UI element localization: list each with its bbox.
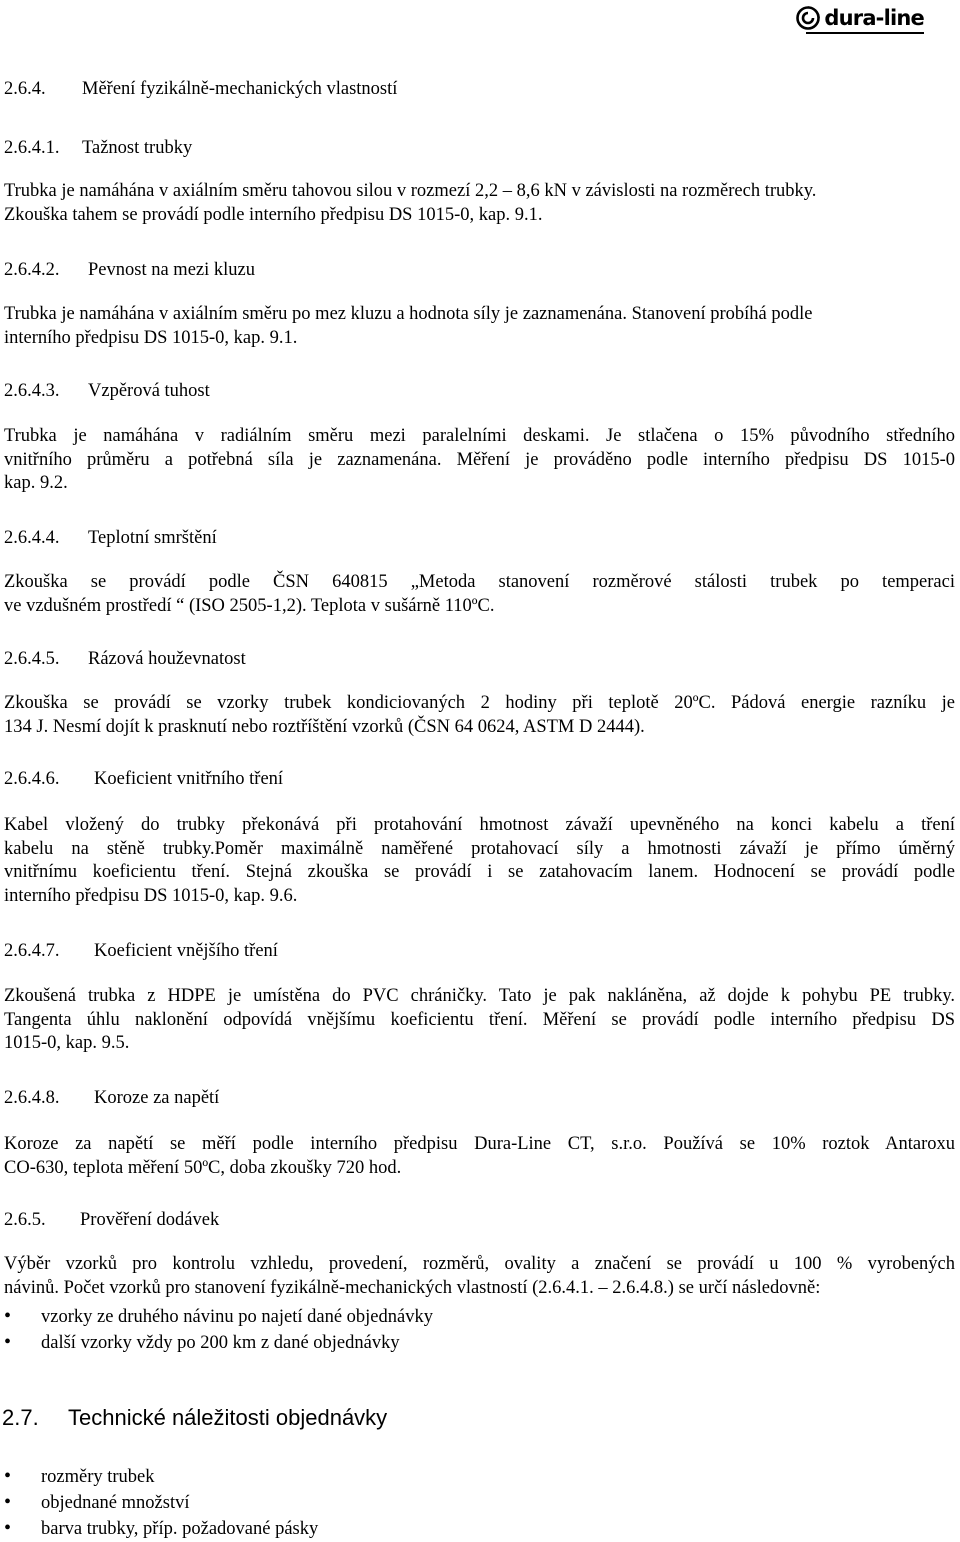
bullet-item bbox=[4, 1331, 400, 1356]
text-line: Zkouška tahem se provádí podle interního předpisu DS 1015-0, kap. 9.1. bbox=[4, 204, 543, 225]
heading-title: Technické náležitosti objednávky bbox=[68, 1405, 388, 1430]
heading-number: 2.6.4.6. bbox=[4, 769, 60, 789]
bullet-text: objednané množství bbox=[41, 1493, 190, 1513]
text-line: Zkouška se provádí podle ČSN 640815 „Metoda stanovení rozměrové stálosti trubek po temperaci bbox=[4, 572, 955, 592]
text-line: 134 J. Nesmí dojít k prasknutí nebo roztříštění vzorků (ČSN 64 0624, ASTM D 2444). bbox=[4, 716, 645, 737]
heading-title: Koroze za napětí bbox=[94, 1088, 220, 1108]
bullet-icon bbox=[4, 1305, 41, 1330]
heading-number: 2.6.4.4. bbox=[4, 528, 60, 548]
text-line: CO-630, teplota měření 50ºC, doba zkoušky 720 hod. bbox=[4, 1157, 402, 1178]
bullet-text: vzorky ze druhého návinu po najetí dané objednávky bbox=[41, 1307, 433, 1327]
heading-2-7 bbox=[2, 1405, 387, 1431]
heading-2-6-4-2 bbox=[4, 259, 255, 281]
heading-title: Koeficient vnitřního tření bbox=[94, 769, 284, 789]
heading-2-6-4-1 bbox=[4, 137, 192, 159]
heading-title: Teplotní smrštění bbox=[88, 528, 217, 548]
bullet-icon bbox=[4, 1331, 41, 1356]
heading-2-6-4-4 bbox=[4, 527, 217, 549]
bullet-icon bbox=[4, 1465, 41, 1490]
company-logo bbox=[796, 3, 924, 33]
heading-2-6-4-6 bbox=[4, 768, 283, 790]
logo-text: dura-line bbox=[824, 6, 924, 30]
bullet-item bbox=[4, 1491, 189, 1516]
heading-2-6-4-5 bbox=[4, 648, 246, 670]
bullet-icon bbox=[4, 1491, 41, 1516]
heading-title: Prověření dodávek bbox=[80, 1210, 220, 1230]
bullet-icon bbox=[4, 1517, 41, 1542]
paragraph-2-6-4-1 bbox=[4, 180, 955, 227]
heading-number: 2.6.4.3. bbox=[4, 381, 60, 401]
paragraph-2-6-4-6 bbox=[4, 814, 955, 908]
text-line: Trubka je namáhána v radiálním směru mezi paralelními deskami. Je stlačena o 15% původního středního bbox=[4, 426, 955, 446]
logo-underline bbox=[806, 32, 924, 34]
heading-number: 2.6.4.2. bbox=[4, 260, 60, 280]
heading-number: 2.6.4.1. bbox=[4, 138, 60, 158]
text-line: návinů. Počet vzorků pro stanovení fyzikálně-mechanických vlastností (2.6.4.1. – 2.6.4.8.) se určí následovně: bbox=[4, 1277, 821, 1298]
paragraph-2-6-4-7 bbox=[4, 985, 955, 1056]
text-line: interního předpisu DS 1015-0, kap. 9.1. bbox=[4, 327, 298, 348]
heading-2-6-4-7 bbox=[4, 940, 278, 962]
heading-title: Tažnost trubky bbox=[82, 138, 193, 158]
text-line: kabelu na stěně trubky.Poměr maximálně naměřené protahovací síly a hmotnosti závaží je přímo úměrný bbox=[4, 838, 955, 859]
text-line: vnitřního průměru a potřebná síla je zaznamenána. Měření je prováděno podle interního předpisu DS 1015-0 bbox=[4, 449, 955, 470]
paragraph-2-6-4-2 bbox=[4, 303, 955, 350]
text-line: Zkouška se provádí se vzorky trubek kondiciovaných 2 hodiny při teplotě 20ºC. Pádová energie razníku je bbox=[4, 693, 955, 713]
heading-title: Pevnost na mezi kluzu bbox=[88, 260, 255, 280]
text-line: ve vzdušném prostředí “ (ISO 2505-1,2). Teplota v sušárně 110ºC. bbox=[4, 595, 495, 616]
heading-number: 2.6.5. bbox=[4, 1210, 46, 1230]
heading-number: 2.7. bbox=[2, 1405, 39, 1430]
bullet-text: barva trubky, příp. požadované pásky bbox=[41, 1519, 319, 1539]
text-line: Zkoušená trubka z HDPE je umístěna do PVC chráničky. Tato je pak nakláněna, až dojde k pohybu PE trubky. bbox=[4, 986, 955, 1006]
heading-2-6-4-8 bbox=[4, 1087, 219, 1109]
text-line: kap. 9.2. bbox=[4, 473, 68, 493]
paragraph-2-6-4-4 bbox=[4, 571, 955, 618]
paragraph-2-6-4-5 bbox=[4, 692, 955, 739]
text-line: Trubka je namáhána v axiálním směru tahovou silou v rozmezí 2,2 – 8,6 kN v závislosti na rozměrech trubky. bbox=[4, 181, 817, 201]
dura-line-logo-icon bbox=[796, 6, 820, 30]
bullet-text: další vzorky vždy po 200 km z dané objednávky bbox=[41, 1333, 400, 1353]
paragraph-2-6-4-3 bbox=[4, 425, 955, 496]
text-line: Kabel vložený do trubky překonává při protahování hmotnost závaží upevněného na konci kabelu a tření bbox=[4, 815, 955, 835]
text-line: Trubka je namáhána v axiálním směru po mez kluzu a hodnota síly je zaznamenána. Stanovení probíhá podle bbox=[4, 304, 813, 324]
heading-title: Vzpěrová tuhost bbox=[88, 381, 210, 401]
heading-title: Měření fyzikálně-mechanických vlastností bbox=[82, 79, 398, 99]
bullet-item bbox=[4, 1465, 155, 1490]
text-line: Výběr vzorků pro kontrolu vzhledu, provedení, rozměrů, ovality a značení se provádí u 100 % vyrobených bbox=[4, 1254, 955, 1274]
text-line: Tangenta úhlu naklonění odpovídá vnějšímu koeficientu tření. Měření se provádí podle interního předpisu DS bbox=[4, 1009, 955, 1030]
text-line: Koroze za napětí se měří podle interního předpisu Dura-Line CT, s.r.o. Používá se 10% roztok Antaroxu bbox=[4, 1134, 955, 1154]
heading-number: 2.6.4.7. bbox=[4, 941, 60, 961]
paragraph-2-6-4-8 bbox=[4, 1133, 955, 1180]
bullet-item bbox=[4, 1517, 318, 1542]
bullet-item bbox=[4, 1305, 433, 1330]
heading-2-6-4 bbox=[4, 78, 397, 100]
heading-number: 2.6.4.5. bbox=[4, 649, 60, 669]
heading-title: Rázová houževnatost bbox=[88, 649, 246, 669]
heading-title: Koeficient vnějšího tření bbox=[94, 941, 278, 961]
bullet-text: rozměry trubek bbox=[41, 1467, 155, 1487]
text-line: vnitřnímu koeficientu tření. Stejná zkouška se provádí i se zatahovacím lanem. Hodnocení se provádí podle bbox=[4, 862, 955, 882]
heading-number: 2.6.4. bbox=[4, 79, 46, 99]
text-line: interního předpisu DS 1015-0, kap. 9.6. bbox=[4, 885, 298, 906]
heading-2-6-5 bbox=[4, 1209, 219, 1231]
heading-number: 2.6.4.8. bbox=[4, 1088, 60, 1108]
heading-2-6-4-3 bbox=[4, 380, 210, 402]
paragraph-2-6-5 bbox=[4, 1253, 955, 1300]
text-line: 1015-0, kap. 9.5. bbox=[4, 1033, 130, 1053]
